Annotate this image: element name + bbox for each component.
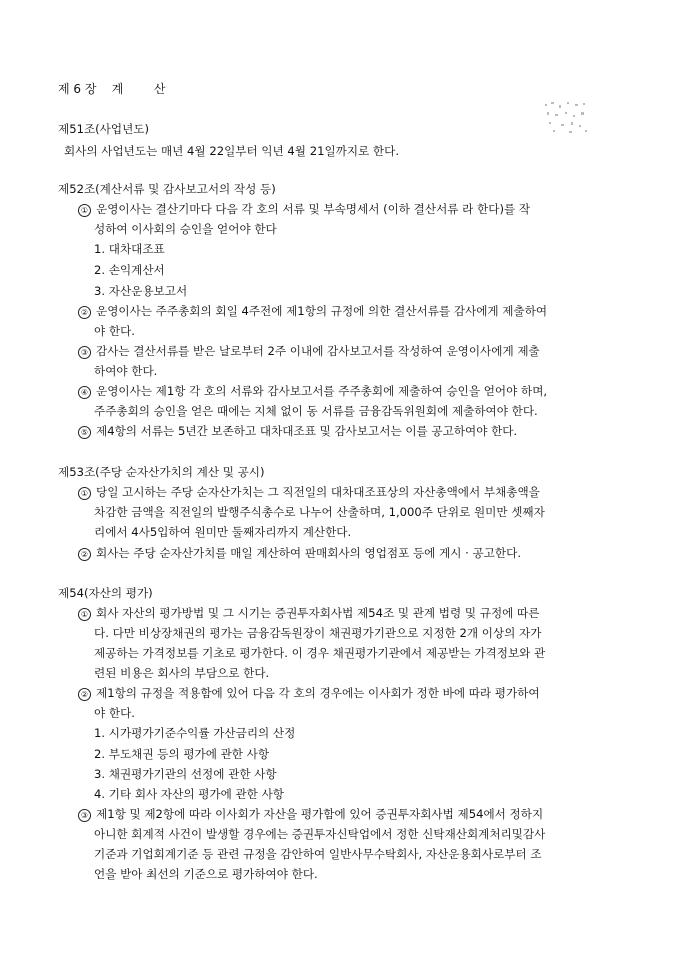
article-52-item-2	[78, 303, 547, 319]
item-text: 운영이사는 주주총회의 회일 4주전에 제1항의 규정에 의한 결산서류를 감사에게 제출하여	[96, 304, 548, 318]
article-54-item-3-cont-2: 기준과 기업회계기준 등 관련 규정을 감안하여 일반사무수탁회사, 자산운용회사로부터 조	[94, 847, 542, 861]
item-number: ③	[78, 346, 91, 359]
article-52-item-3	[78, 343, 540, 359]
article-52-sub-item-2: 2. 손익계산서	[94, 263, 165, 277]
article-53-item-2	[78, 545, 521, 561]
article-51-body: 회사의 사업년도는 매년 4월 22일부터 익년 4월 21일까지로 한다.	[64, 144, 400, 158]
item-number: ①	[78, 204, 91, 217]
article-54-sub-item-4: 4. 기타 회사 자산의 평가에 관한 사항	[94, 787, 284, 801]
item-text: 감사는 결산서류를 받은 날로부터 2주 이내에 감사보고서를 작성하여 운영이사에게 제출	[96, 344, 540, 358]
article-53-item-1-cont-1: 차감한 금액을 직전일의 발행주식총수로 나누어 산출하며, 1,000주 단위로 원미만 셋째자	[94, 505, 545, 519]
item-number: ①	[78, 608, 91, 621]
article-52-item-4	[78, 383, 547, 399]
article-52-item-1	[78, 201, 530, 217]
article-53-title: 제53조(주당 순자산가치의 계산 및 공시)	[58, 465, 265, 479]
article-54-item-1-cont-2: 제공하는 가격정보를 기초로 평가한다. 이 경우 채권평가기관에서 제공받는 가격정보와 관	[94, 646, 546, 660]
item-number: ③	[78, 809, 91, 822]
article-54-item-1	[78, 605, 539, 621]
article-52-sub-item-3: 3. 자산운용보고서	[94, 284, 188, 298]
article-54-item-1-cont-3: 련된 비용은 회사의 부담으로 한다.	[94, 666, 270, 680]
item-number: ②	[78, 548, 91, 561]
item-number: ②	[78, 688, 91, 701]
article-54-sub-item-2: 2. 부도채권 등의 평가에 관한 사항	[94, 747, 270, 761]
article-52-item-3-cont: 하여야 한다.	[94, 364, 158, 378]
article-54-item-3-cont-1: 아니한 회계적 사건이 발생할 경우에는 증권투자신탁업에서 정한 신탁재산회계처리및감사	[94, 827, 546, 841]
item-number: ①	[78, 487, 91, 500]
item-text: 당일 고시하는 주당 순자산가치는 그 직전일의 대차대조표상의 자산총액에서 부채총액을	[96, 485, 540, 499]
item-text: 회사 자산의 평가방법 및 그 시기는 증권투자회사법 제54조 및 관계 법령 및 규정에 따른	[96, 606, 540, 620]
article-54-item-2	[78, 685, 540, 701]
article-54-item-3-cont-3: 언을 받아 최선의 기준으로 평가하여야 한다.	[94, 867, 318, 881]
item-number: ⑤	[78, 426, 91, 439]
article-54-item-2-cont: 야 한다.	[94, 706, 135, 720]
article-54-sub-item-1: 1. 시가평가기준수익률 가산금리의 산정	[94, 726, 296, 740]
item-number: ②	[78, 306, 91, 319]
item-text: 운영이사는 제1항 각 호의 서류와 감사보고서를 주주총회에 제출하여 승인을 얻어야 하며,	[96, 384, 548, 398]
article-54-item-3	[78, 806, 543, 822]
article-52-title: 제52조(계산서류 및 감사보고서의 작성 등)	[58, 182, 276, 196]
item-text: 제4항의 서류는 5년간 보존하고 대차대조표 및 감사보고서는 이를 공고하여야 한다.	[96, 424, 518, 438]
article-52-item-2-cont: 야 한다.	[94, 324, 135, 338]
article-53-item-1-cont-2: 리에서 4사5입하여 원미만 둘째자리까지 계산한다.	[94, 525, 352, 539]
item-text: 제1항 및 제2항에 따라 이사회가 자산을 평가함에 있어 증권투자회사법 제54에서 정하지	[96, 807, 544, 821]
article-52-item-4-cont: 주주총회의 승인을 얻은 때에는 지체 없이 동 서류를 금융감독위원회에 제출하여야 한다.	[94, 404, 538, 418]
faint-stamp-mark	[541, 100, 591, 136]
article-52-sub-item-1: 1. 대차대조표	[94, 242, 165, 256]
article-54-title: 제54(자산의 평가)	[58, 586, 153, 600]
article-53-item-1	[78, 484, 540, 500]
article-54-sub-item-3: 3. 채권평가기관의 선정에 관한 사항	[94, 767, 277, 781]
article-54-item-1-cont-1: 다. 다만 비상장채권의 평가는 금융감독원장이 채권평가기관으로 지정한 2개 이상의 자가	[94, 626, 542, 640]
item-number: ④	[78, 386, 91, 399]
item-text: 회사는 주당 순자산가치를 매일 계산하여 판매회사의 영업점포 등에 게시 · 공고한다.	[96, 546, 522, 560]
item-text: 제1항의 규정을 적용함에 있어 다음 각 호의 경우에는 이사회가 정한 바에 따라 평가하여	[96, 686, 540, 700]
item-text: 운영이사는 결산기마다 다음 각 호의 서류 및 부속명세서 (이하 결산서류 라 한다)를 작	[96, 202, 531, 216]
article-52-item-5	[78, 423, 517, 439]
chapter-heading: 제 6 장 계 산	[58, 82, 166, 96]
article-51-title: 제51조(사업년도)	[58, 122, 149, 136]
article-52-item-1-cont: 성하여 이사회의 승인을 얻어야 한다	[94, 222, 277, 236]
